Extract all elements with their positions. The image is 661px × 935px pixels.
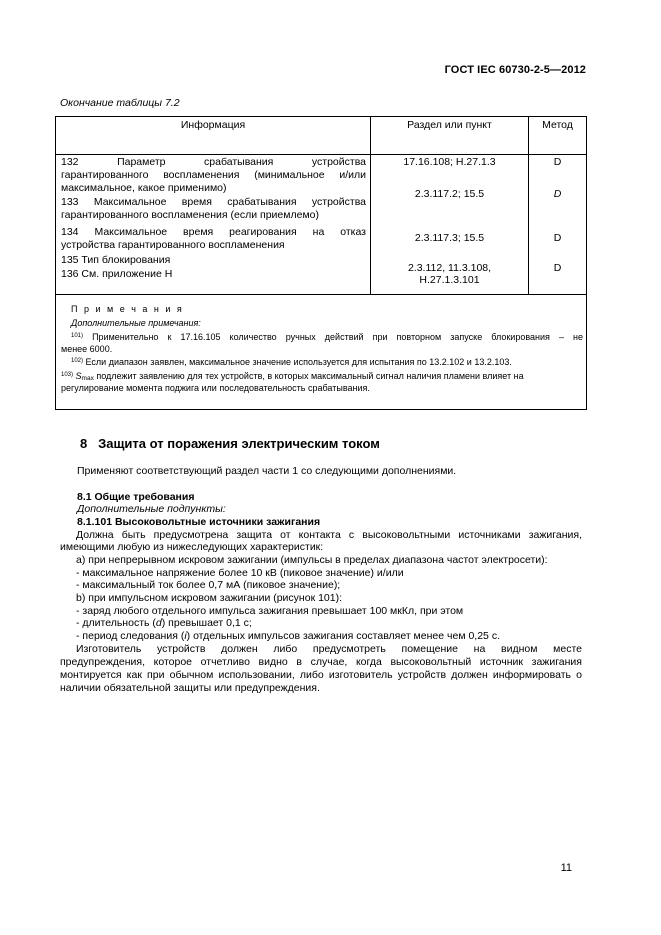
- table-row-136-section-line1: 2.3.112, 11.3.108,: [407, 262, 492, 274]
- note-101-line2: менее 6000.: [61, 344, 113, 354]
- table-row-134-section: 2.3.117.3; 15.5: [414, 232, 485, 244]
- list-item-a1: - максимальное напряжение более 10 кВ (пиковое значение) и/или: [76, 567, 404, 579]
- list-item-b: b) при импульсном искровом зажигании (рисунок 101):: [76, 592, 343, 604]
- table-row-134-line2: устройства гарантированного воспламенения: [61, 239, 285, 251]
- table-notes-divider: [56, 294, 586, 295]
- list-item-b2: [60, 617, 598, 630]
- note-102-mark: 102): [71, 358, 84, 364]
- table-row-133-section: 2.3.117.2; 15.5: [414, 188, 485, 200]
- paragraph-1-line1: Должна быть предусмотрена защита от контакта с высоковольтными источниками зажигания,: [76, 529, 582, 541]
- note-103-line1: [61, 371, 583, 382]
- table-row-132-section: 17.16.108; H.27.1.3: [403, 156, 496, 168]
- note-103-symbol: S: [75, 371, 82, 381]
- column-header-section: Раздел или пункт: [407, 119, 492, 131]
- note-103-text: подлежит заявлению для тех устройств, в которых максимальный сигнал наличия пламени влияет на: [96, 371, 524, 381]
- page-number: 11: [560, 862, 572, 874]
- section-8-intro: Применяют соответствующий раздел части 1 со следующими дополнениями.: [77, 465, 457, 477]
- list-item-b2-var: d: [155, 617, 162, 629]
- list-item-b3: [60, 630, 598, 643]
- table-row-136-line1: 136 См. приложение H: [61, 268, 173, 280]
- table-row-135-line1: 135 Тип блокирования: [61, 254, 171, 266]
- note-103-mark: 103): [61, 372, 74, 378]
- section-8-number: 8: [80, 436, 88, 451]
- subsection-8-1-101-heading: 8.1.101 Высоковольтные источники зажигания: [77, 516, 321, 528]
- list-item-b2-pre: - длительность (: [76, 617, 156, 629]
- notes-title: П р и м е ч а н и я: [71, 304, 184, 314]
- table-row-136-method: D: [553, 262, 562, 274]
- list-item-a: a) при непрерывном искровом зажигании (импульсы в пределах диапазона частот электросети):: [76, 554, 548, 566]
- list-item-b3-pre: - период следования (: [76, 630, 185, 642]
- table-caption: Окончание таблицы 7.2: [60, 97, 180, 109]
- table-row-133-line2: гарантированного воспламенения (если приемлемо): [61, 209, 319, 221]
- paragraph-2-line1: Изготовитель устройств должен либо предусмотреть помещение на видном месте: [76, 643, 582, 655]
- list-item-b3-var: i: [184, 630, 187, 642]
- table-row-133-line1: 133 Максимальное время срабатывания устройства: [61, 196, 366, 208]
- info-table: [55, 116, 587, 410]
- list-item-b2-post: ) превышает 0,1 с;: [161, 617, 252, 629]
- table-row-134-method: D: [553, 232, 562, 244]
- list-item-b1: - заряд любого отдельного импульса зажигания превышает 100 мкКл, при этом: [76, 605, 464, 617]
- table-header-divider: [56, 154, 586, 155]
- table-row-132-line3: максимальное, какое применимо): [61, 182, 227, 194]
- section-8-heading: [80, 436, 380, 451]
- list-item-b3-post: ) отдельных импульсов зажигания составляет менее чем 0,25 с.: [186, 630, 500, 642]
- note-103-line2: регулирование момента поджига или последовательность срабатывания.: [61, 383, 370, 393]
- note-101-text: Применительно к 17.16.105 количество ручных действий при повторном запуске блокирования – не: [92, 332, 583, 342]
- notes-subtitle: Дополнительные примечания:: [71, 318, 201, 328]
- table-row-132-method: D: [553, 156, 562, 168]
- paragraph-2-line3: монтируется как при обычном использовании, либо изготовитель устройств должен информировать о: [60, 669, 582, 681]
- paragraph-2-line4: наличии обязательной защиты или предупреждения.: [60, 682, 320, 694]
- table-row-133-method: D: [553, 188, 562, 200]
- table-row-134-line1: 134 Максимальное время реагирования на отказ: [61, 226, 366, 238]
- table-row-132-line2: гарантированного воспламенения (минимальное и/или: [61, 169, 366, 181]
- section-8-title: Защита от поражения электрическим током: [98, 436, 380, 451]
- subsection-8-1-heading: 8.1 Общие требования: [77, 491, 195, 503]
- list-item-a2: - максимальный ток более 0,7 мА (пиковое значение);: [76, 579, 341, 591]
- table-row-136-section-line2: H.27.1.3.101: [419, 274, 480, 286]
- note-101-mark: 101): [71, 333, 84, 339]
- paragraph-2-line2: предупреждения, которое отчетливо видно в случае, когда высоковольтный источник зажигания: [60, 656, 582, 668]
- document-header: ГОСТ IEC 60730-2-5—2012: [444, 64, 586, 76]
- paragraph-1-line2: имеющими любую из нижеследующих характеристик:: [60, 541, 324, 553]
- column-header-info: Информация: [180, 119, 246, 131]
- note-101-line1: [61, 332, 583, 343]
- note-102-text: Если диапазон заявлен, максимальное значение используется для испытания по 13.2.102 и 13.2.103.: [85, 357, 512, 367]
- note-103-symbol-subscript: max: [81, 375, 94, 382]
- subsection-8-1-subtitle: Дополнительные подпункты:: [77, 503, 226, 515]
- table-row-132-line1: 132 Параметр срабатывания устройства: [61, 156, 366, 168]
- column-header-method: Метод: [542, 119, 573, 131]
- note-102: [61, 357, 593, 368]
